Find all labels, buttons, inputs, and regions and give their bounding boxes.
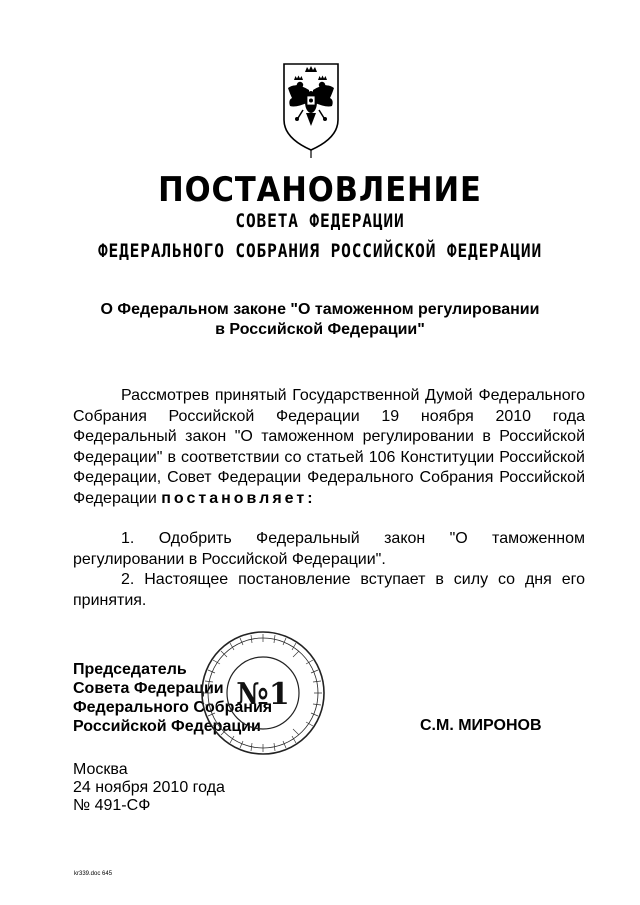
document-subject [0, 300, 640, 340]
resolves-colon: : [307, 489, 316, 507]
footer-city: Москва [73, 761, 128, 778]
stamp-number: №1 [236, 677, 290, 712]
subject-line1: О Федеральном законе "О таможенном регулировании [100, 301, 540, 318]
preamble-text: Рассмотрев принятый Государственной Думой Федерального Собрания Российской Федерации 19 ноября 2010 года Федеральный закон "О таможенном регулировании в Российской Федерации" в соответствии со статьей 106 Конституции Российской Федерации, Совет Федерации Федерального Собрания Российской Федерации [73, 387, 585, 507]
footer-date: 24 ноября 2010 года [73, 779, 225, 796]
document-subtitle-line2: ФЕДЕРАЛЬНОГО СОБРАНИЯ РОССИЙСКОЙ ФЕДЕРАЦИИ [97, 240, 543, 262]
document-code: kr339.doc 645 [74, 871, 113, 877]
signatory-title-line4: Российской Федерации [73, 718, 261, 735]
signatory-title-line3: Федерального Собрания [73, 699, 273, 716]
document-footer [73, 761, 225, 815]
footer-number: № 491-СФ [73, 797, 151, 814]
resolution-item-1: 1. Одобрить Федеральный закон "О таможенном регулировании в Российской Федерации". [73, 530, 585, 568]
signatory-title-line2: Совета Федерации [73, 680, 224, 697]
preamble-paragraph [73, 386, 585, 509]
document-title: ПОСТАНОВЛЕНИЕ [158, 170, 482, 210]
subject-line2: в Российской Федерации" [215, 321, 425, 338]
resolution-item-2: 2. Настоящее постановление вступает в силу со дня его принятия. [73, 571, 585, 609]
coat-of-arms-emblem [276, 58, 346, 158]
signatory-name: С.М. МИРОНОВ [420, 717, 542, 734]
resolves-word: постановляет [161, 489, 308, 507]
document-subtitle-line1: СОВЕТА ФЕДЕРАЦИИ [235, 210, 405, 232]
signatory-title-line1: Председатель [73, 661, 187, 678]
official-stamp [198, 628, 328, 758]
